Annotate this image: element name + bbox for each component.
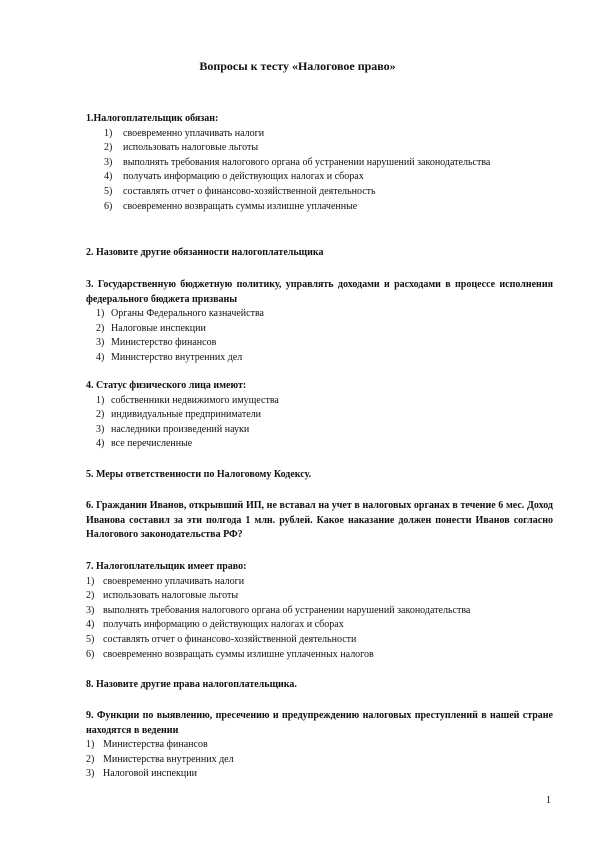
question-heading: 6. Гражданин Иванов, открывший ИП, не вставал на учет в налоговых органах в течение 6 мес. Доход Иванова составил за эти полгода 1 млн. рублей. Какое наказание должен понести Иванов согласно Налогового законодательства РФ? bbox=[86, 500, 553, 541]
list-item: 2) использовать налоговые льготы bbox=[86, 590, 239, 602]
question-6 bbox=[86, 499, 553, 543]
list-item: 2) использовать налоговые льготы bbox=[104, 142, 259, 154]
list-item: 4) получать информацию о действующих налогах и сборах bbox=[104, 171, 364, 183]
question-heading: 7. Налогоплательщик имеет право: bbox=[86, 561, 247, 572]
list-item: 1) Органы Федерального казначейства bbox=[96, 308, 264, 320]
list-item: 6) своевременно возвращать суммы излишне уплаченных налогов bbox=[86, 648, 374, 660]
question-heading: 8. Назовите другие права налогоплательщика. bbox=[86, 679, 297, 690]
list-item: 2) Министерства внутренних дел bbox=[86, 753, 234, 765]
list-item: 2) индивидуальные предприниматели bbox=[96, 409, 261, 421]
list-item: 3) Налоговой инспекции bbox=[86, 768, 197, 780]
question-heading: 3. Государственную бюджетную политику, управлять доходами и расходами в процессе исполнения федерального бюджета призваны bbox=[86, 279, 553, 305]
list-item: 4) Министерство внутренних дел bbox=[96, 351, 243, 363]
list-item: 2) Налоговые инспекции bbox=[96, 322, 206, 334]
question-8 bbox=[86, 678, 553, 693]
question-7 bbox=[86, 560, 553, 662]
document-title: Вопросы к тесту «Налоговое право» bbox=[199, 59, 396, 73]
question-heading: 2. Назовите другие обязанности налогоплательщика bbox=[86, 247, 324, 258]
list-item: 1) Министерства финансов bbox=[86, 739, 208, 751]
list-item: 5) составлять отчет о финансово-хозяйственной деятельности bbox=[86, 633, 357, 645]
question-5 bbox=[86, 468, 553, 483]
question-4 bbox=[86, 379, 553, 452]
question-1 bbox=[86, 112, 553, 214]
question-3 bbox=[86, 278, 553, 366]
question-heading: 9. Функции по выявлению, пресечению и предупреждению налоговых преступлений в нашей стране находятся в ведении bbox=[86, 710, 553, 736]
list-item: 1) собственники недвижимого имущества bbox=[96, 394, 279, 406]
list-item: 4) получать информацию о действующих налогах и сборах bbox=[86, 619, 344, 631]
list-item: 6) своевременно возвращать суммы излишне уплаченные bbox=[104, 200, 358, 212]
question-2 bbox=[86, 246, 553, 261]
list-item: 3) выполнять требования налогового органа об устранении нарушений законодательства bbox=[86, 604, 471, 616]
list-item: 5) составлять отчет о финансово-хозяйственной деятельность bbox=[104, 185, 376, 197]
list-item: 4) все перечисленные bbox=[96, 438, 193, 450]
list-item: 1) своевременно уплачивать налоги bbox=[104, 127, 265, 139]
list-item: 3) Министерство финансов bbox=[96, 337, 217, 349]
question-heading: 5. Меры ответственности по Налоговому Кодексу. bbox=[86, 469, 312, 480]
list-item: 1) своевременно уплачивать налоги bbox=[86, 575, 245, 587]
list-item: 3) выполнять требования налогового органа об устранении нарушений законодательства bbox=[104, 156, 491, 168]
page-number: 1 bbox=[546, 795, 551, 806]
question-heading: 1.Налогоплательщик обязан: bbox=[86, 113, 219, 124]
list-item: 3) наследники произведений науки bbox=[96, 423, 250, 435]
question-heading: 4. Статус физического лица имеют: bbox=[86, 380, 247, 391]
question-9 bbox=[86, 709, 553, 782]
